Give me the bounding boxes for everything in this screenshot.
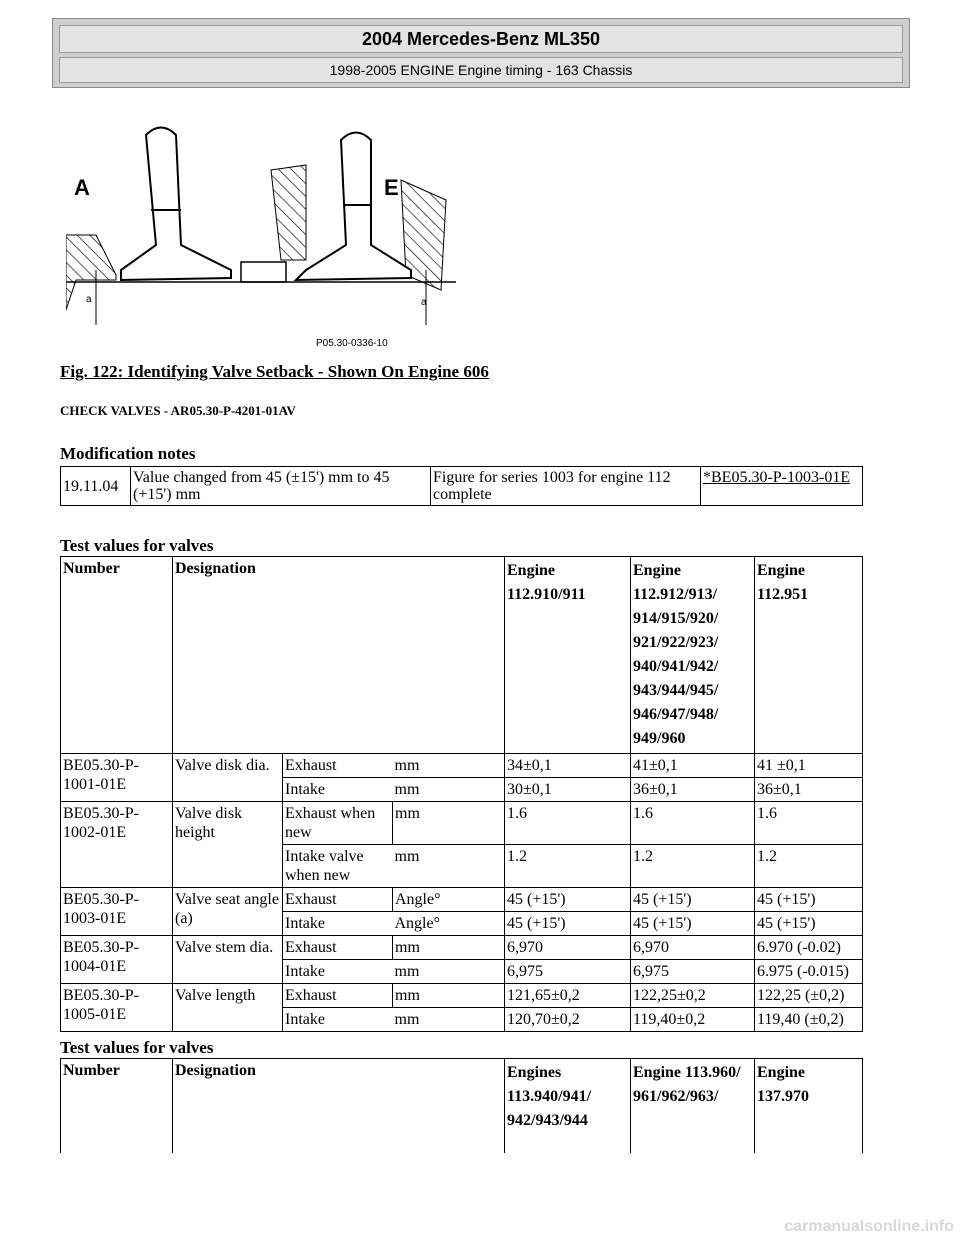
header-engine-2: Engine 113.960/ 961/962/963/ (631, 1059, 755, 1154)
header-engine-3: Engine 137.970 (755, 1059, 863, 1154)
document-title: 2004 Mercedes-Benz ML350 (59, 25, 903, 53)
header-engine-2: Engine 112.912/913/ 914/915/920/ 921/922/923/ 940/941/942/ 943/944/945/ 946/947/948/ 949/960 (631, 557, 755, 754)
figure-code: P05.30-0336-10 (316, 338, 388, 349)
row-number: BE05.30-P-1003-01E (61, 888, 173, 936)
header-number: Number (61, 557, 173, 754)
table-header-row (61, 557, 863, 754)
modification-table (60, 466, 863, 506)
table-row: BE05.30-P-1003-01E Valve seat angle (a) Exhaust Angle° 45 (+15') 45 (+15') 45 (+15') (61, 888, 863, 912)
exhaust-valve-shape (296, 133, 411, 281)
header-engine-1: Engines 113.940/941/ 942/943/944 (505, 1059, 631, 1154)
table-row: BE05.30-P-1002-01E Valve disk height Exhaust when new mm 1.6 1.6 1.6 (61, 802, 863, 845)
document-header (52, 18, 910, 88)
label-a: A (74, 175, 90, 200)
row-number: BE05.30-P-1004-01E (61, 936, 173, 984)
test-values-heading-2: Test values for valves (60, 1038, 214, 1057)
table-header-row (61, 1059, 863, 1154)
test-values-heading: Test values for valves (60, 536, 214, 555)
header-engine-1: Engine 112.910/911 (505, 557, 631, 754)
label-a-small-right: a (421, 297, 427, 308)
header-number: Number (61, 1059, 173, 1154)
table-row: BE05.30-P-1005-01E Valve length Exhaust mm 121,65±0,2 122,25±0,2 122,25 (±0,2) (61, 984, 863, 1008)
seat-insert-box (241, 262, 286, 282)
valve-setback-figure (66, 110, 456, 355)
row-number: BE05.30-P-1005-01E (61, 984, 173, 1032)
table-row: Intake mm 30±0,1 36±0,1 36±0,1 (61, 778, 863, 802)
table-row: Intake Angle° 45 (+15') 45 (+15') 45 (+15') (61, 912, 863, 936)
mod-link[interactable]: *BE05.30-P-1003-01E (703, 469, 851, 486)
intake-valve-shape (121, 128, 231, 281)
mod-figure-note: Figure for series 1003 for engine 112 complete (431, 467, 701, 506)
row-designation: Valve disk dia. (173, 754, 283, 802)
figure-caption: Fig. 122: Identifying Valve Setback - Shown On Engine 606 (60, 362, 489, 381)
row-number: BE05.30-P-1001-01E (61, 754, 173, 802)
table-row: BE05.30-P-1004-01E Valve stem dia. Exhaust mm 6,970 6,970 6.970 (-0.02) (61, 936, 863, 960)
header-designation: Designation (173, 557, 283, 754)
test-values-table (60, 556, 863, 1032)
row-designation: Valve disk height (173, 802, 283, 888)
watermark: carmanualsonline.info (784, 1218, 954, 1235)
document-subtitle: 1998-2005 ENGINE Engine timing - 163 Chassis (59, 57, 903, 83)
table-row: Intake mm 120,70±0,2 119,40±0,2 119,40 (±0,2) (61, 1008, 863, 1032)
label-a-small-left: a (86, 294, 92, 305)
header-designation: Designation (173, 1059, 283, 1154)
modification-heading: Modification notes (60, 444, 196, 463)
table-row: Intake valve when new mm 1.2 1.2 1.2 (61, 845, 863, 888)
center-hatch-region (271, 165, 306, 260)
row-designation: Valve stem dia. (173, 936, 283, 984)
row-designation: Valve length (173, 984, 283, 1032)
test-values-table-2 (60, 1058, 863, 1153)
section-title: CHECK VALVES - AR05.30-P-4201-01AV (60, 403, 296, 418)
mod-date: 19.11.04 (61, 467, 131, 506)
table-row: Intake mm 6,975 6,975 6.975 (-0.015) (61, 960, 863, 984)
table-row (61, 467, 863, 506)
table-row: BE05.30-P-1001-01E Valve disk dia. Exhaust mm 34±0,1 41±0,1 41 ±0,1 (61, 754, 863, 778)
header-engine-3: Engine 112.951 (755, 557, 863, 754)
row-designation: Valve seat angle (a) (173, 888, 283, 936)
label-e: E (384, 175, 399, 200)
mod-change: Value changed from 45 (±15') mm to 45 (+15') mm (131, 467, 431, 506)
row-number: BE05.30-P-1002-01E (61, 802, 173, 888)
